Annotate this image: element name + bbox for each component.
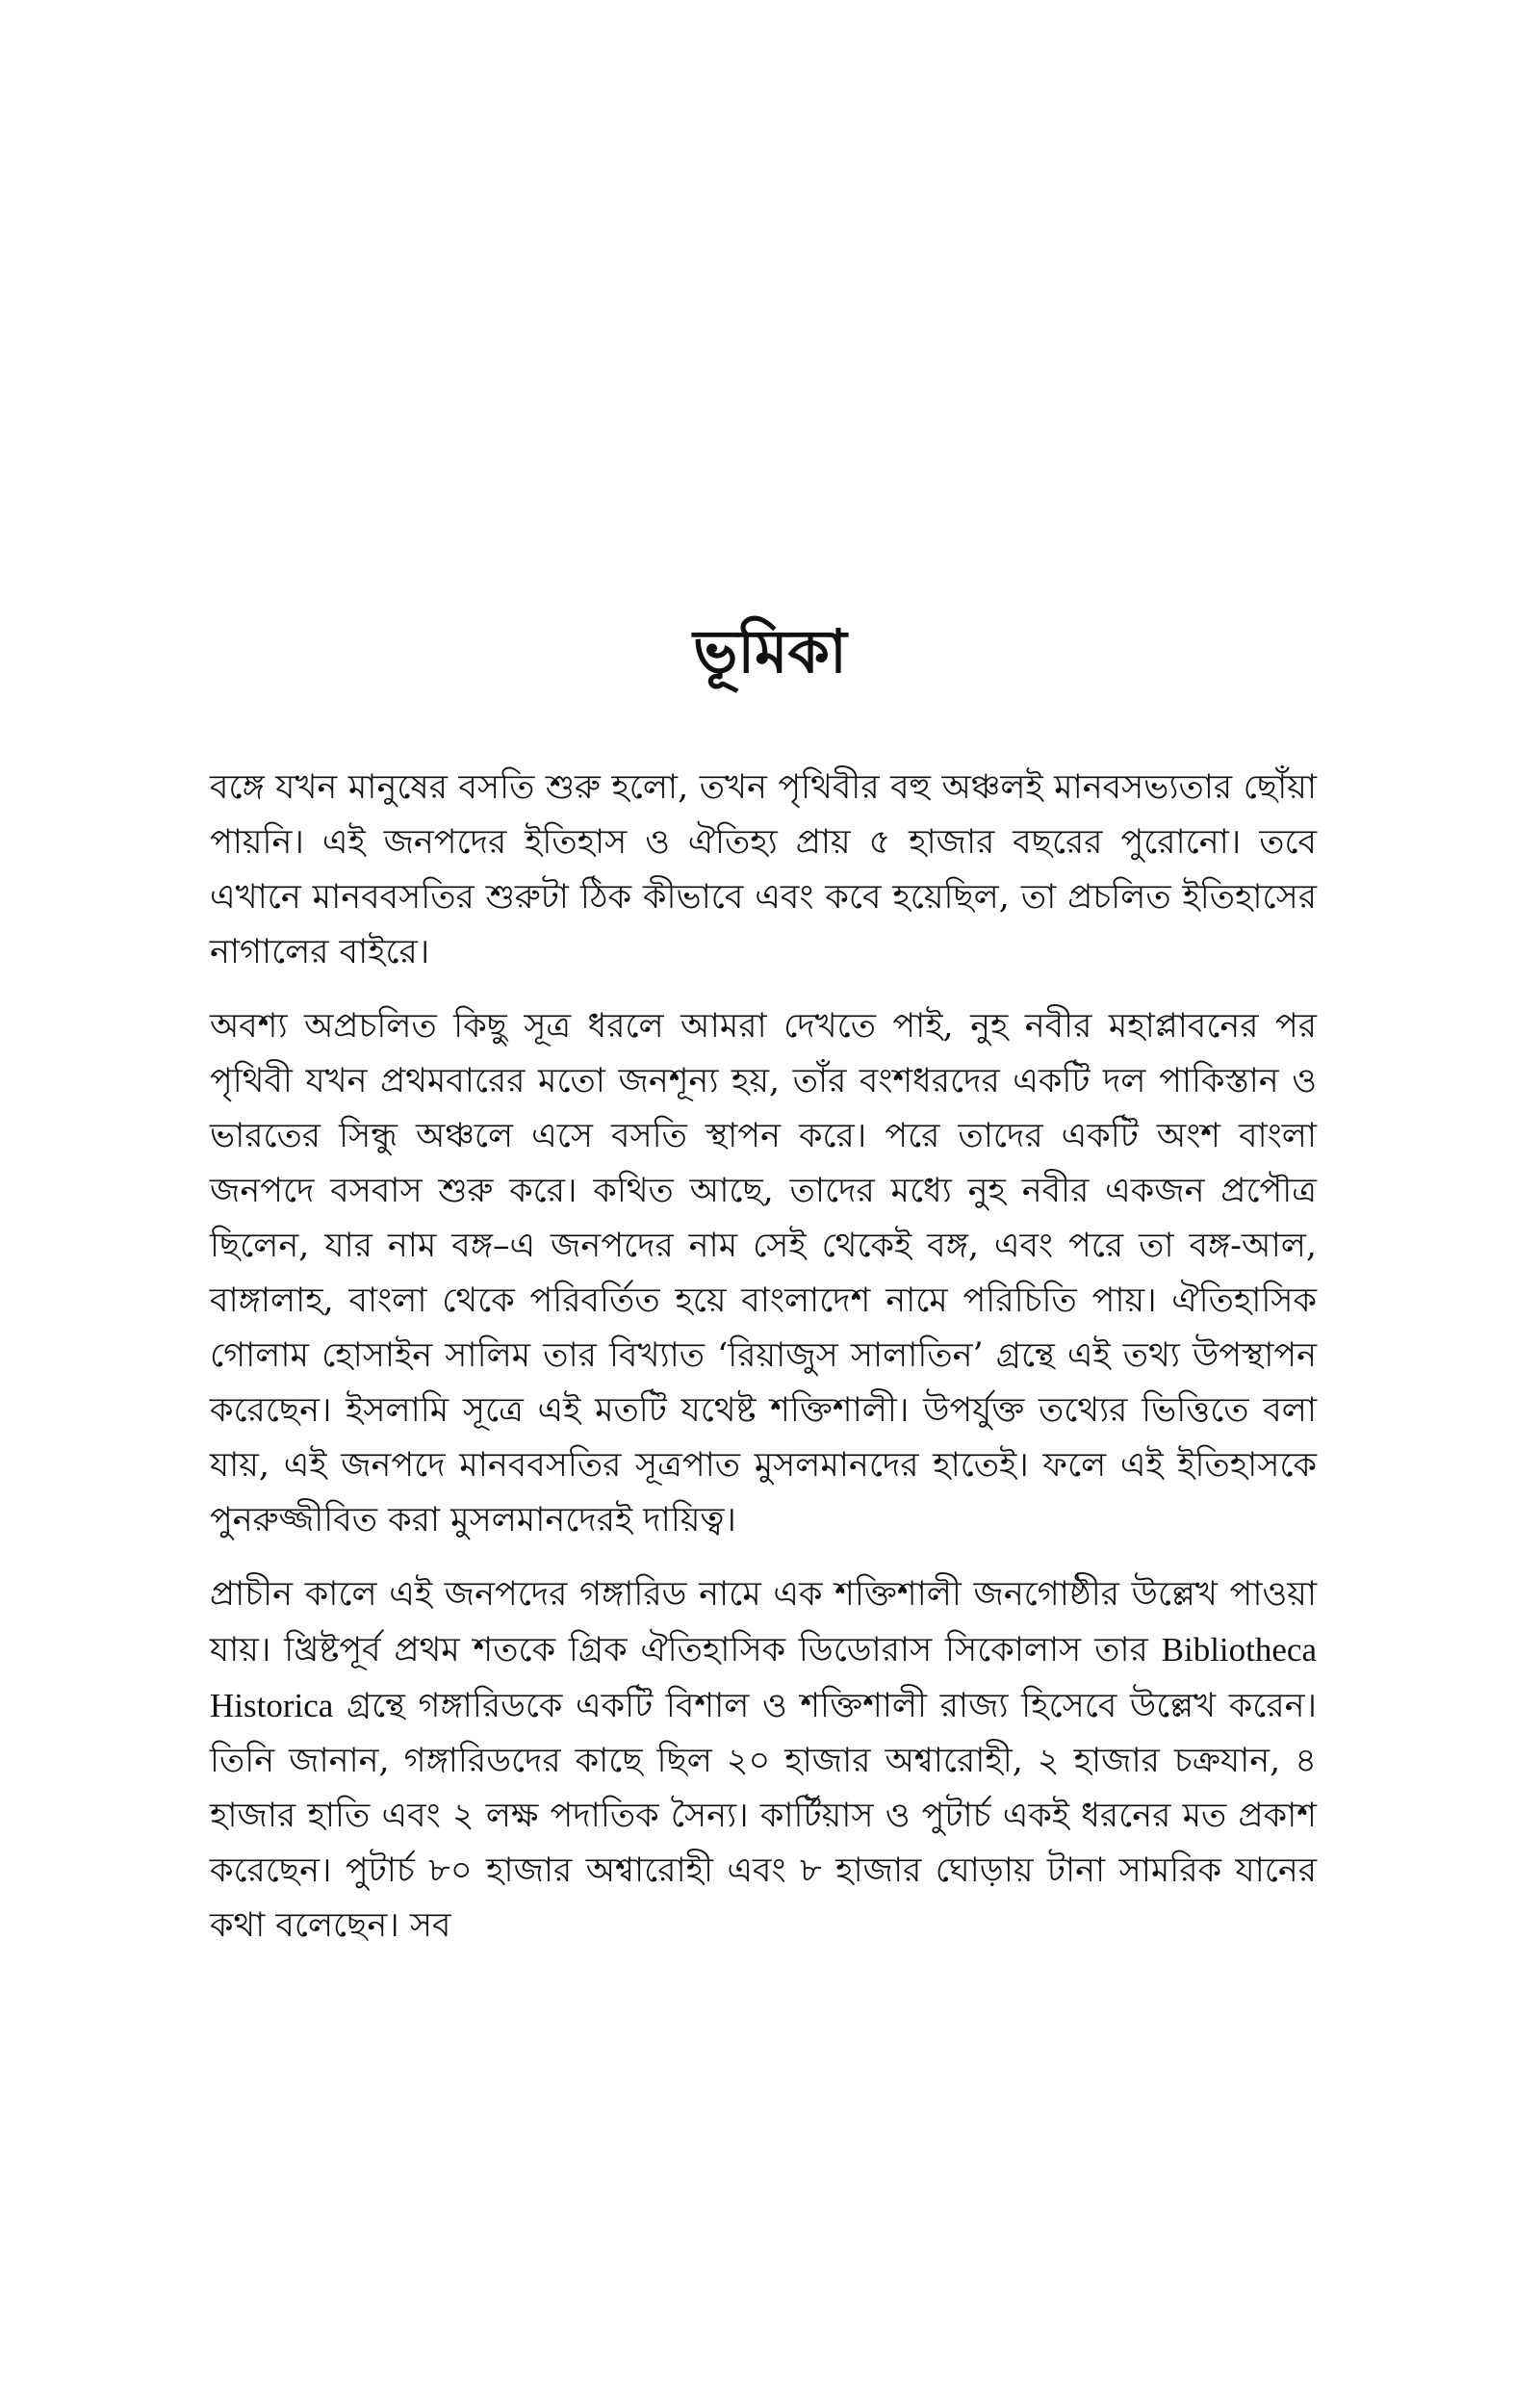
paragraph-3-text-before: প্রাচীন কালে এই জনপদের গঙ্গারিড নামে এক শক্তিশালী জনগোষ্ঠীর উল্লেখ পাওয়া যায়। খ্রিষ্টপূর্ব প্রথম শতকে গ্রিক ঐতিহাসিক ডিডোরাস সিকোলাস তার: [210, 1575, 1317, 1669]
paragraph-3: [210, 1567, 1317, 1954]
paragraph-3-text-after: গ্রন্থে গঙ্গারিডকে একটি বিশাল ও শক্তিশালী রাজ্য হিসেবে উল্লেখ করেন। তিনি জানান, গঙ্গারিডদের কাছে ছিল ২০ হাজার অশ্বারোহী, ২ হাজার চক্রযান, ৪ হাজার হাতি এবং ২ লক্ষ পদাতিক সৈন্য। কার্টিয়াস ও পুটার্চ একই ধরনের মত প্রকাশ করেছেন। পুটার্চ ৮০ হাজার অশ্বারোহী এবং ৮ হাজার ঘোড়ায় টানা সামরিক যানের কথা বলেছেন। সব: [210, 1687, 1317, 1945]
paragraph-1: বঙ্গে যখন মানুষের বসতি শুরু হলো, তখন পৃথিবীর বহু অঞ্চলই মানবসভ্যতার ছোঁয়া পায়নি। এই জনপদের ইতিহাস ও ঐতিহ্য প্রায় ৫ হাজার বছরের পুরোনো। তবে এখানে মানববসতির শুরুটা ঠিক কীভাবে এবং কবে হয়েছিল, তা প্রচলিত ইতিহাসের নাগালের বাইরে।: [210, 768, 1317, 971]
page-title: ভূমিকা: [693, 616, 847, 686]
body-text: [210, 761, 1317, 1973]
paragraph-2: অবশ্য অপ্রচলিত কিছু সূত্র ধরলে আমরা দেখতে পাই, নুহ নবীর মহাপ্লাবনের পর পৃথিবী যখন প্রথমবারের মতো জনশূন্য হয়, তাঁর বংশধরদের একটি দল পাকিস্তান ও ভারতের সিন্ধু অঞ্চলে এসে বসতি স্থাপন করে। পরে তাদের একটি অংশ বাংলা জনপদে বসবাস শুরু করে। কথিত আছে, তাদের মধ্যে নুহ নবীর একজন প্রপৌত্র ছিলেন, যার নাম বঙ্গ–এ জনপদের নাম সেই থেকেই বঙ্গ, এবং পরে তা বঙ্গ-আল, বাঙ্গালাহ, বাংলা থেকে পরিবর্তিত হয়ে বাংলাদেশ নামে পরিচিতি পায়। ঐতিহাসিক গোলাম হোসাইন সালিম তার বিখ্যাত ‘রিয়াজুস সালাতিন’ গ্রন্থে এই তথ্য উপস্থাপন করেছেন। ইসলামি সূত্রে এই মতটি যথেষ্ট শক্তিশালী। উপর্যুক্ত তথ্যের ভিত্তিতে বলা যায়, এই জনপদে মানববসতির সূত্রপাত মুসলমানদের হাতেই। ফলে এই ইতিহাসকে পুনরুজ্জীবিত করা মুসলমানদেরই দায়িত্ব।: [210, 1007, 1317, 1540]
book-title-latin: Bibliotheca Historica: [210, 1631, 1317, 1724]
